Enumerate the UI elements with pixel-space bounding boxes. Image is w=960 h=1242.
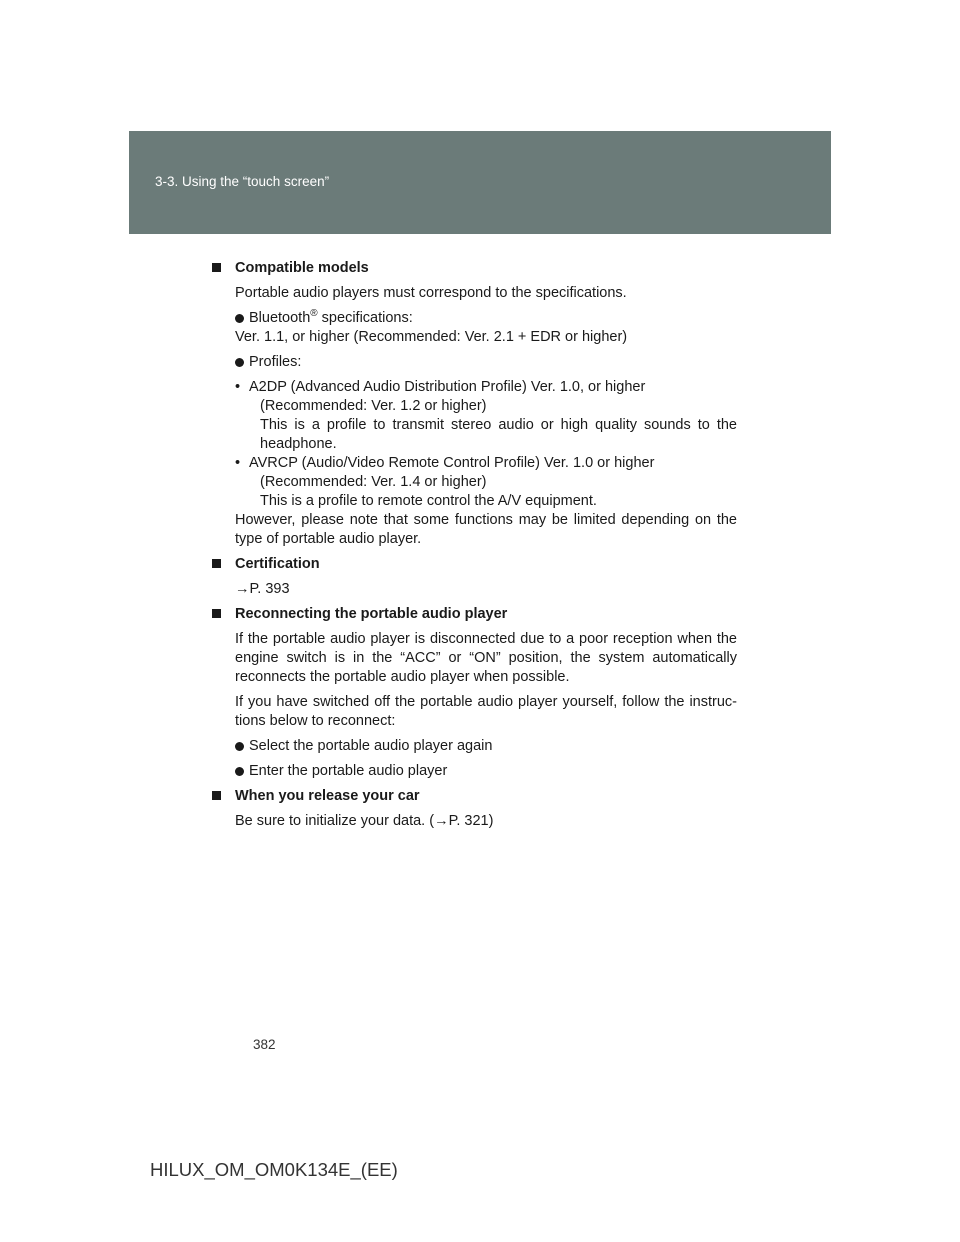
release-body: Be sure to initialize your data. (→P. 321) [235, 813, 494, 829]
heading-compatible-models: Compatible models [210, 259, 737, 278]
square-bullet-icon [212, 791, 221, 800]
bullet-select-player: Select the portable audio player again [210, 737, 737, 756]
a2dp-line-2: (Recommended: Ver. 1.2 or higher) [260, 398, 487, 414]
avrcp-line-1: • AVRCP (Audio/Video Remote Control Profile) Ver. 1.0 or higher [235, 455, 655, 471]
square-bullet-icon [212, 609, 221, 618]
bluetooth-version: Ver. 1.1, or higher (Recommended: Ver. 2.1 + EDR or higher) [235, 329, 628, 345]
certification-reference: →P. 393 [235, 581, 290, 597]
bullet-bluetooth: Bluetooth® specifications: [210, 309, 737, 328]
heading-certification: Certification [210, 555, 737, 574]
bullet-profiles: Profiles: [210, 353, 737, 372]
page-content [210, 259, 737, 831]
round-bullet-icon [235, 742, 244, 751]
sub-bullet-marker: • [235, 455, 241, 471]
reconnecting-para-1: If the portable audio player is disconnected due to a poor reception when the engine switch is in the “ACC” or “ON” position, the system automatically reconnects the portable audio player when possible. [235, 631, 737, 685]
a2dp-line-1: • A2DP (Advanced Audio Distribution Profile) Ver. 1.0, or higher [235, 379, 646, 395]
round-bullet-icon [235, 314, 244, 323]
a2dp-line-3: This is a profile to transmit stereo audio or high quality sounds to the headphone. [260, 417, 737, 452]
avrcp-line-3: This is a profile to remote control the A/V equipment. [260, 493, 597, 509]
document-code: HILUX_OM_OM0K134E_(EE) [150, 1159, 398, 1180]
registered-mark: ® [310, 308, 318, 319]
compatible-intro: Portable audio players must correspond to the specifications. [235, 285, 627, 301]
round-bullet-icon [235, 358, 244, 367]
compatible-note: However, please note that some functions may be limited depending on the type of portable audio player. [235, 512, 737, 547]
page-number: 382 [253, 1037, 276, 1052]
reconnecting-para-2: If you have switched off the portable audio player yourself, follow the instruc-tions below to reconnect: [235, 694, 737, 729]
sub-bullet-marker: • [235, 379, 241, 395]
heading-release-car: When you release your car [210, 787, 737, 806]
square-bullet-icon [212, 559, 221, 568]
avrcp-line-2: (Recommended: Ver. 1.4 or higher) [260, 474, 487, 490]
square-bullet-icon [212, 263, 221, 272]
heading-reconnecting: Reconnecting the portable audio player [210, 605, 737, 624]
section-title: 3-3. Using the “touch screen” [155, 174, 330, 189]
round-bullet-icon [235, 767, 244, 776]
bullet-enter-player: Enter the portable audio player [210, 762, 737, 781]
